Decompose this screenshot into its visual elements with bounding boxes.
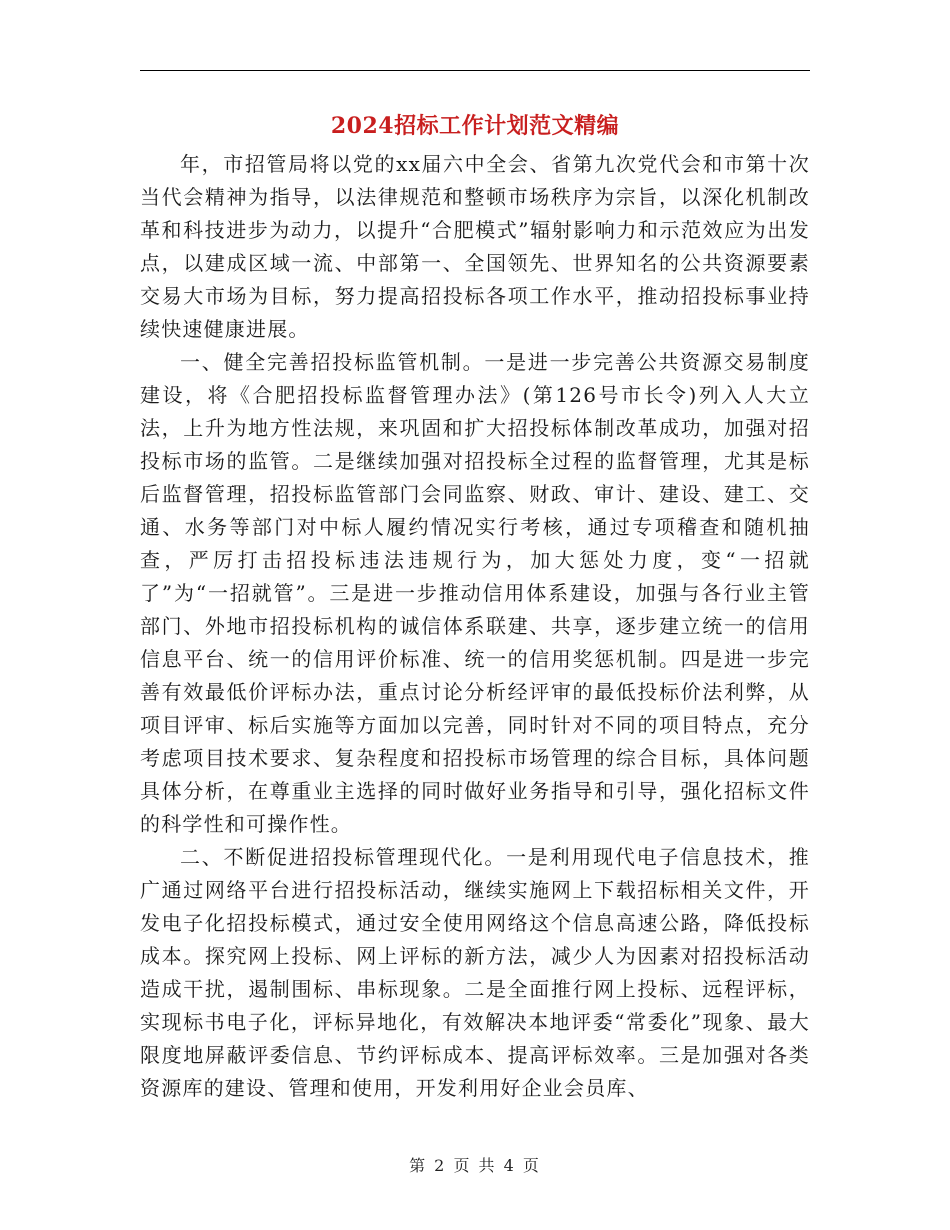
- header-rule: [140, 70, 810, 71]
- paragraph-section-2: 二、不断促进招投标管理现代化。一是利用现代电子信息技术，推广通过网络平台进行招投标活动，继续实施网上下载招标相关文件，开发电子化招投标模式，通过安全使用网络这个信息高速公路，降低投标成本。探究网上投标、网上评标的新方法，减少人为因素对招投标活动造成干扰，遏制围标、串标现象。二是全面推行网上投标、远程评标，实现标书电子化，评标异地化，有效解决本地评委“常委化”现象、最大限度地屏蔽评委信息、节约评标成本、提高评标效率。三是加强对各类资源库的建设、管理和使用，开发利用好企业会员库、: [140, 845, 810, 1100]
- document-title: 2024招标工作计划范文精编: [330, 113, 620, 139]
- page-number-footer: 第 2 页 共 4 页: [409, 1156, 541, 1175]
- paragraph-intro: 年，市招管局将以党的xx届六中全会、省第九次党代会和市第十次当代会精神为指导，以法律规范和整顿市场秩序为宗旨，以深化机制改革和科技进步为动力，以提升“合肥模式”辐射影响力和示范效应为出发点，以建成区域一流、中部第一、全国领先、世界知名的公共资源要素交易大市场为目标，努力提高招投标各项工作水平，推动招投标事业持续快速健康进展。: [140, 152, 810, 341]
- document-body: [140, 148, 810, 1105]
- paragraph-section-1: 一、健全完善招投标监管机制。一是进一步完善公共资源交易制度建设，将《合肥招投标监督管理办法》(第126号市长令)列入人大立法，上升为地方性法规，来巩固和扩大招投标体制改革成功，加强对招投标市场的监管。二是继续加强对招投标全过程的监督管理，尤其是标后监督管理，招投标监管部门会同监察、财政、审计、建设、建工、交通、水务等部门对中标人履约情况实行考核，通过专项稽查和随机抽查，严厉打击招投标违法违规行为，加大惩处力度，变“一招就了”为“一招就管”。三是进一步推动信用体系建设，加强与各行业主管部门、外地市招投标机构的诚信体系联建、共享，逐步建立统一的信用信息平台、统一的信用评价标准、统一的信用奖惩机制。四是进一步完善有效最低价评标办法，重点讨论分析经评审的最低投标价法利弊，从项目评审、标后实施等方面加以完善，同时针对不同的项目特点，充分考虑项目技术要求、复杂程度和招投标市场管理的综合目标，具体问题具体分析，在尊重业主选择的同时做好业务指导和引导，强化招标文件的科学性和可操作性。: [140, 350, 810, 836]
